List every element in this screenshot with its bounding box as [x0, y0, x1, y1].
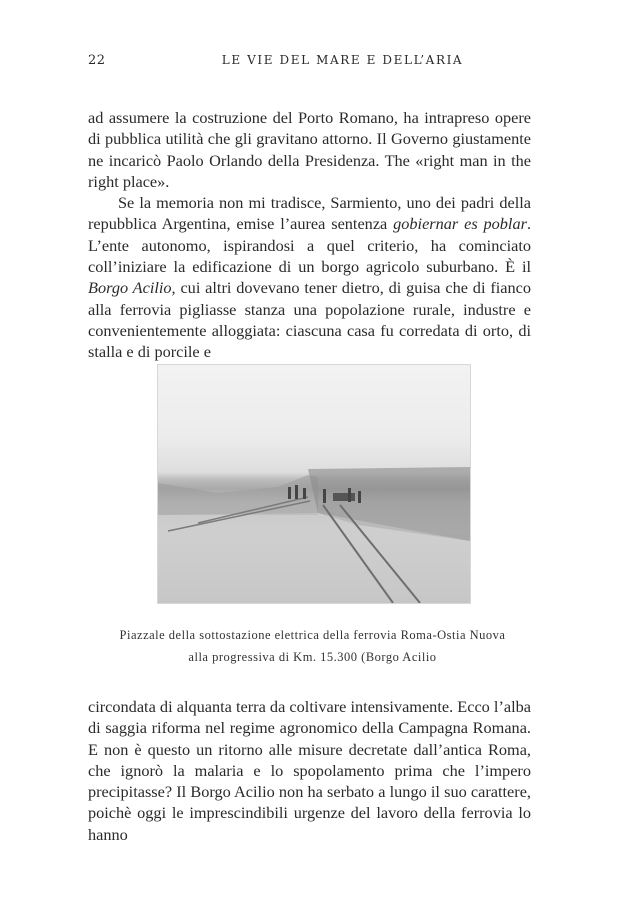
paragraph: ad assumere la costruzione del Porto Romano, ha intrapreso opere di pubblica utilità che gli gravitano attorno. Il Governo giustamente ne incaricò Paolo Orlando della Presidenza. The «right man in the right place».	[88, 108, 531, 191]
running-title: LE VIE DEL MARE E DELL’ARIA	[221, 53, 464, 67]
page-number: 22	[88, 53, 106, 68]
figure-caption: Piazzale della sottostazione elettrica della ferrovia Roma-Ostia Nuova	[119, 628, 506, 642]
paragraph	[88, 192, 531, 362]
text-run: cui altri dovevano tener dietro, di guisa che di fianco alla ferrovia pigliasse stanza una popolazione rurale, industre e convenientemente alloggiata: ciascuna casa fu corredata di orto, di stalla e di porcile e	[88, 278, 531, 362]
worker-figure	[288, 487, 291, 499]
worker-figure	[303, 488, 306, 499]
cart	[333, 493, 355, 501]
left-embankment	[158, 475, 318, 515]
text-run: Se la memoria non mi tradisce, Sarmiento, uno dei padri della repubblica Argentina, emise l’aurea sentenza	[88, 193, 531, 234]
italic-phrase: Borgo Acilio,	[88, 278, 176, 298]
worker-figure	[295, 485, 298, 499]
figure-caption: alla progressiva di Km. 15.300 (Borgo Acilio	[188, 650, 437, 664]
photo-illustration	[158, 365, 470, 603]
worker-figure	[323, 489, 326, 503]
paragraph: circondata di alquanta terra da coltivare intensivamente. Ecco l’alba di saggia riforma nel regime agronomico della Campagna Romana. E non è questo un ritorno alle misure decretate dall’antica Roma, che ignorò la malaria e lo spopolamento prima che l’impero precipitasse? Il Borgo Acilio non ha serbato a lungo il suo carattere, poichè oggi le imprescindibili urgenze del lavoro della ferrovia lo hanno	[88, 697, 531, 844]
text-run: . L’ente autonomo, ispirandosi a quel criterio, ha cominciato coll’iniziare la edificazione di un borgo agricolo suburbano. È il	[88, 214, 532, 277]
body-text-top	[88, 107, 531, 363]
railway-photo	[157, 364, 471, 604]
body-text-bottom	[88, 696, 531, 845]
worker-figure	[348, 488, 351, 502]
italic-phrase: gobiernar es poblar	[393, 214, 527, 234]
worker-figure	[358, 491, 361, 503]
